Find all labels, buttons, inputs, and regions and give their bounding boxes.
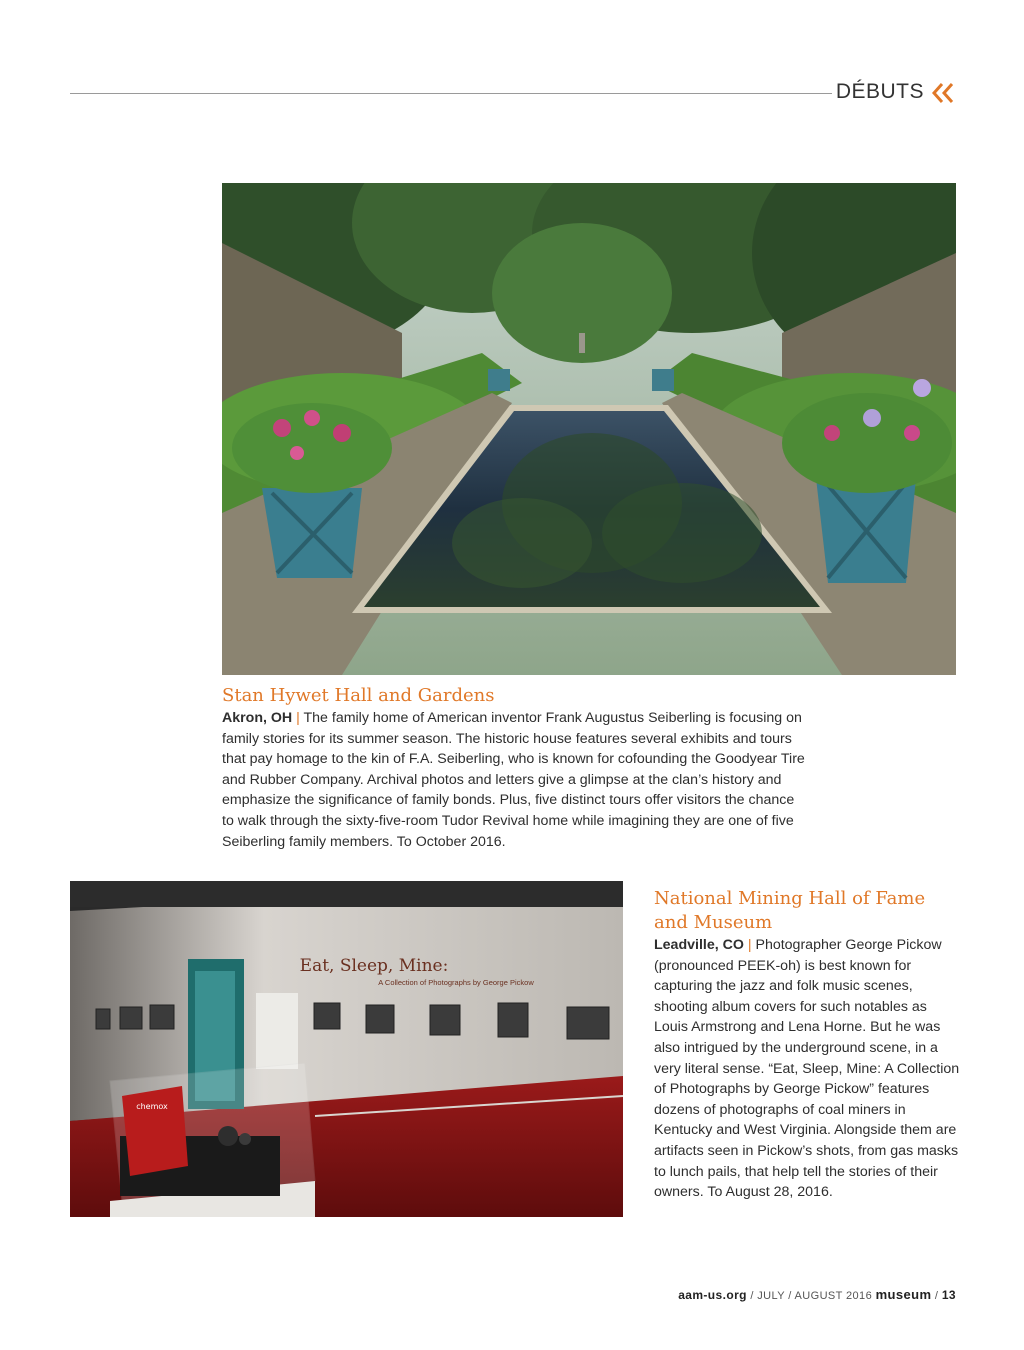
- article-title: Stan Hywet Hall and Gardens: [222, 685, 495, 706]
- footer-separator: /: [750, 1290, 754, 1302]
- footer-issue: JULY / AUGUST 2016: [757, 1290, 873, 1302]
- article-mining-hall: [654, 887, 964, 1203]
- exhibit-photo: [70, 881, 623, 1217]
- wall-title: Eat, Sleep, Mine:: [299, 956, 449, 976]
- garden-photo: [222, 183, 956, 675]
- article-title: National Mining Hall of Fame and Museum: [654, 888, 926, 933]
- article-stan-hywet: [222, 684, 807, 852]
- section-label: DÉBUTS: [835, 80, 924, 103]
- case-label: chemox: [136, 1102, 168, 1111]
- location-separator: |: [747, 937, 752, 953]
- footer-site: aam-us.org: [678, 1288, 747, 1302]
- page-number: 13: [941, 1288, 956, 1302]
- double-chevron-left-icon: [930, 80, 956, 106]
- location-separator: |: [296, 710, 300, 726]
- article-body: [654, 935, 964, 1203]
- wall-subtitle: A Collection of Photographs by George Pickow: [378, 978, 534, 987]
- footer-magazine: museum: [875, 1287, 932, 1302]
- article-text: Photographer George Pickow (pronounced PEEK-oh) is best known for capturing the jazz and folk music scenes, shooting album covers for such notables as Louis Armstrong and Lena Horne. But he was also intrigued by the underground scene, in a very literal sense. “Eat, Sleep, Mine: A Collection of Photographs by George Pickow” features dozens of photographs of coal miners in Kentucky and West Virginia. Alongside them are artifacts seen in Pickow’s shots, from gas masks to lunch pails, that help tell the stories of their owners. To August 28, 2016.: [654, 937, 960, 1201]
- footer-separator: /: [934, 1290, 939, 1302]
- article-location: Akron, OH: [222, 710, 293, 726]
- article-body: [222, 708, 807, 852]
- article-text: The family home of American inventor Frank Augustus Seiberling is focusing on family stories for its summer season. The historic house features several exhibits and tours that pay homage to the kin of F.A. Seiberling, who is known for cofounding the Goodyear Tire and Rubber Company. Archival photos and letters give a glimpse at the clan’s history and emphasize the significance of family bonds. Plus, five distinct tours offer visitors the chance to walk through the sixty-five-room Tudor Revival home while imagining they are one of five Seiberling family members. To October 2016.: [222, 710, 805, 850]
- article-location: Leadville, CO: [654, 937, 744, 953]
- page-footer: [678, 1287, 956, 1302]
- header-rule: [70, 93, 832, 94]
